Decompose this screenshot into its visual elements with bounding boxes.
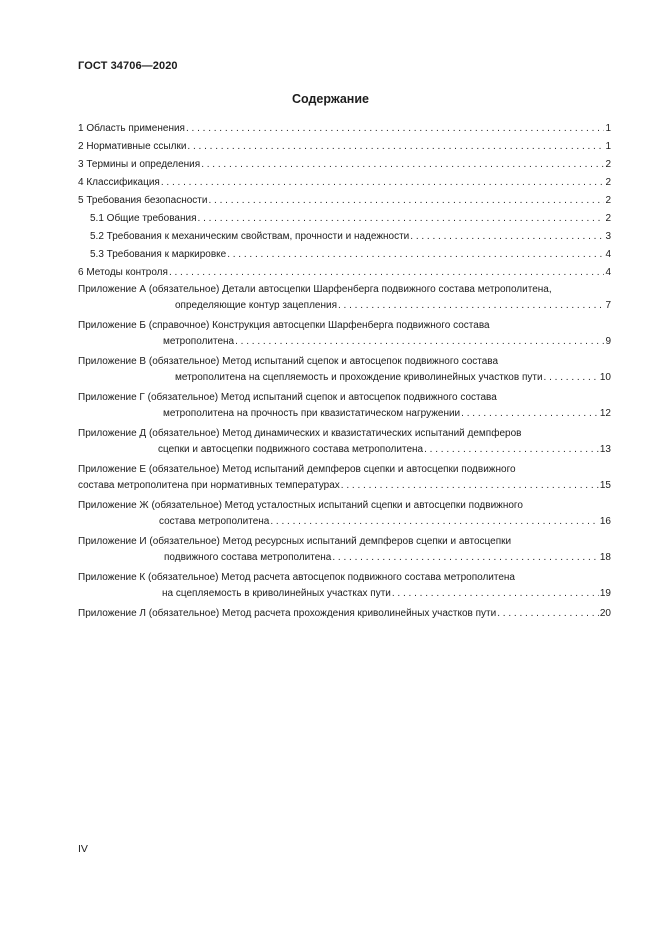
appendix-entry[interactable]	[78, 390, 611, 422]
leader-dots	[392, 586, 599, 602]
toc-entry[interactable]	[78, 138, 611, 156]
appendix-title-cont: метрополитена на прочность при квазистатическом нагружении	[163, 408, 461, 419]
toc-entry-page: 13	[599, 444, 611, 455]
toc-entry[interactable]	[78, 120, 611, 138]
table-of-contents	[78, 120, 611, 622]
leader-dots	[186, 120, 604, 138]
toc-entry-page: 9	[605, 336, 611, 347]
toc-entry-page: 16	[599, 516, 611, 527]
toc-entry-page: 2	[605, 177, 611, 188]
appendix-title: Приложение К (обязательное) Метод расчета автосцепок подвижного состава метрополитена	[78, 572, 515, 583]
appendix-title: Приложение Л (обязательное) Метод расчета прохождения криволинейных участков пути	[78, 608, 497, 619]
appendix-title-cont: определяющие контур зацепления	[175, 300, 337, 311]
toc-entry-page: 2	[605, 159, 611, 170]
toc-entry-label: 4 Классификация	[78, 177, 160, 188]
toc-subentry[interactable]	[78, 228, 611, 246]
appendix-entry[interactable]	[78, 534, 611, 566]
leader-dots	[235, 334, 604, 350]
toc-entry-label: 1 Область применения	[78, 123, 185, 134]
toc-entry-page: 10	[599, 372, 611, 383]
leader-dots	[161, 174, 605, 192]
leader-dots	[544, 370, 599, 386]
toc-subentry[interactable]	[78, 210, 611, 228]
appendix-entry[interactable]	[78, 498, 611, 530]
leader-dots	[198, 210, 605, 228]
leader-dots	[461, 406, 599, 422]
toc-entry-label: 5.2 Требования к механическим свойствам, прочности и надежности	[90, 231, 410, 242]
appendix-title-cont: на сцепляемость в криволинейных участках пути	[162, 588, 391, 599]
appendix-title-cont: состава метрополитена	[159, 516, 270, 527]
toc-entry[interactable]	[78, 156, 611, 174]
toc-subentry[interactable]	[78, 246, 611, 264]
appendix-title: Приложение И (обязательное) Метод ресурсных испытаний демпферов сцепки и автосцепки	[78, 536, 512, 547]
appendix-title: Приложение Е (обязательное) Метод испытаний демпферов сцепки и автосцепки подвижного	[78, 464, 516, 475]
toc-entry-page: 1	[605, 123, 611, 134]
toc-entry-page: 19	[599, 588, 611, 599]
appendix-title-cont: состава метрополитена при нормативных температурах	[78, 480, 340, 491]
appendix-title: Приложение В (обязательное) Метод испытаний сцепок и автосцепок подвижного состава	[78, 356, 499, 367]
leader-dots	[332, 550, 599, 566]
appendix-entry[interactable]	[78, 426, 611, 458]
appendix-title: Приложение Ж (обязательное) Метод усталостных испытаний сцепки и автосцепки подвижного	[78, 500, 523, 511]
appendix-title: Приложение Д (обязательное) Метод динамических и квазистатических испытаний демпферов	[78, 428, 522, 439]
leader-dots	[410, 228, 604, 246]
toc-entry[interactable]	[78, 174, 611, 192]
document-header: ГОСТ 34706—2020	[78, 60, 178, 72]
toc-entry-page: 12	[599, 408, 611, 419]
toc-entry[interactable]	[78, 192, 611, 210]
leader-dots	[341, 478, 599, 494]
appendix-entry[interactable]	[78, 354, 611, 386]
leader-dots	[187, 138, 604, 156]
toc-entry-page: 18	[599, 552, 611, 563]
toc-entry-label: 6 Методы контроля	[78, 267, 168, 278]
appendix-title-cont: метрополитена	[163, 336, 235, 347]
toc-entry-page: 15	[599, 480, 611, 491]
appendix-title-cont: подвижного состава метрополитена	[164, 552, 332, 563]
toc-entry[interactable]	[78, 264, 611, 282]
appendix-title: Приложение Б (справочное) Конструкция автосцепки Шарфенберга подвижного состава	[78, 320, 490, 331]
toc-entry-page: 4	[605, 267, 611, 278]
appendix-title: Приложение Г (обязательное) Метод испытаний сцепок и автосцепок подвижного состава	[78, 392, 497, 403]
toc-title: Содержание	[291, 92, 369, 106]
leader-dots	[201, 156, 604, 174]
toc-entry-page: 7	[605, 300, 611, 311]
toc-entry-label: 2 Нормативные ссылки	[78, 141, 187, 152]
toc-entry-label: 5.1 Общие требования	[90, 213, 197, 224]
toc-entry-page: 3	[605, 231, 611, 242]
appendix-entry[interactable]	[78, 282, 611, 314]
toc-entry-page: 20	[599, 608, 611, 619]
leader-dots	[169, 264, 605, 282]
leader-dots	[270, 514, 599, 530]
appendix-title-cont: сцепки и автосцепки подвижного состава метрополитена	[158, 444, 424, 455]
appendix-entry[interactable]	[78, 606, 611, 622]
appendix-entry[interactable]	[78, 318, 611, 350]
toc-entry-label: 5 Требования безопасности	[78, 195, 208, 206]
toc-entry-label: 5.3 Требования к маркировке	[90, 249, 227, 260]
leader-dots	[208, 192, 604, 210]
toc-entry-page: 2	[605, 213, 611, 224]
leader-dots	[338, 298, 604, 314]
leader-dots	[227, 246, 604, 264]
page-number: IV	[78, 843, 88, 855]
appendix-title: Приложение А (обязательное) Детали автосцепки Шарфенберга подвижного состава метрополитена,	[78, 284, 552, 295]
leader-dots	[424, 442, 599, 458]
appendix-title-cont: метрополитена на сцепляемость и прохождение криволинейных участков пути	[175, 372, 543, 383]
toc-entry-page: 2	[605, 195, 611, 206]
toc-entry-page: 4	[605, 249, 611, 260]
appendix-entry[interactable]	[78, 570, 611, 602]
toc-entry-label: 3 Термины и определения	[78, 159, 201, 170]
appendix-entry[interactable]	[78, 462, 611, 494]
leader-dots	[497, 606, 599, 622]
toc-entry-page: 1	[605, 141, 611, 152]
